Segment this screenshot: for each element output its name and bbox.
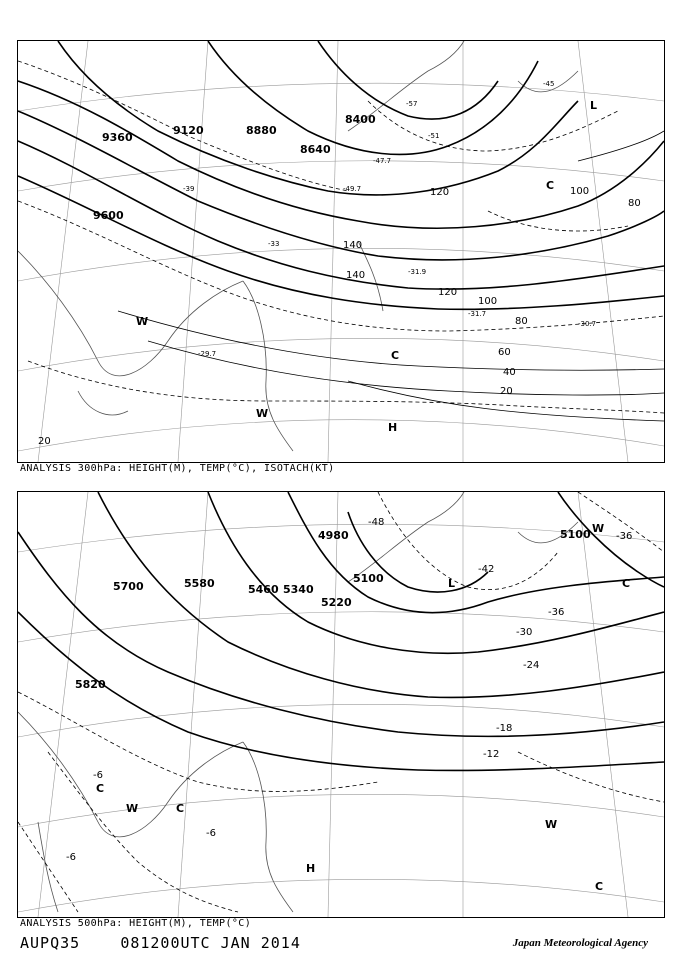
temp-label-5: -39	[183, 185, 195, 193]
temperature-labels	[66, 517, 632, 863]
cold-marker-4: C	[595, 880, 604, 893]
temp-label-3: -47.7	[373, 157, 392, 165]
height-label-5340: 5340	[283, 583, 314, 596]
temp-label-9: -30.7	[578, 320, 597, 328]
temp-label-4: -45	[543, 80, 555, 88]
isotach-label-60: 60	[498, 347, 511, 358]
temp-label-0: -57	[406, 100, 418, 108]
temp-label-2: -49.7	[343, 185, 362, 193]
height-label-8880: 8880	[246, 124, 277, 137]
low-marker: L	[448, 577, 456, 590]
isotherm-contours	[18, 492, 664, 912]
warm-marker: W	[126, 802, 139, 815]
graticule	[18, 492, 664, 917]
height-label-5820: 5820	[75, 678, 106, 691]
cold-marker-2: C	[391, 349, 400, 362]
height-label-4980: 4980	[318, 529, 349, 542]
caption-500hpa: ANALYSIS 500hPa: HEIGHT(M), TEMP(°C)	[20, 918, 252, 929]
height-label-9120: 9120	[173, 124, 204, 137]
isotach-label-140b: 140	[346, 270, 366, 281]
coastline	[18, 41, 578, 451]
isotach-label-80: 80	[515, 316, 528, 327]
chart-code: AUPQ35	[20, 934, 81, 952]
isotach-label-80b: 80	[628, 198, 641, 209]
height-label-9360: 9360	[102, 131, 133, 144]
height-label-9600: 9600	[93, 209, 124, 222]
warm-marker-2: W	[592, 522, 605, 535]
caption-300hpa: ANALYSIS 300hPa: HEIGHT(M), TEMP(°C), ISOTACH(KT)	[20, 463, 335, 474]
height-label-5100: 5100	[353, 572, 384, 585]
pressure-markers	[136, 99, 597, 434]
temp-label-12: -12	[483, 749, 500, 760]
temp-label-48: -48	[368, 517, 385, 528]
height-label-8400: 8400	[345, 113, 376, 126]
temp-label-6c: -6	[66, 852, 76, 863]
map-300hpa-svg	[18, 41, 664, 462]
warm-marker-3: W	[545, 818, 558, 831]
warm-marker: W	[136, 315, 149, 328]
cold-marker-2: C	[96, 782, 105, 795]
temp-label-18: -18	[496, 723, 513, 734]
height-label-5220: 5220	[321, 596, 352, 609]
cold-marker: C	[546, 179, 555, 192]
high-marker: H	[388, 421, 398, 434]
isotach-label-20b: 20	[500, 386, 513, 397]
isotach-label-120: 120	[438, 287, 458, 298]
temp-label-42: -42	[478, 564, 495, 575]
coastline	[18, 492, 578, 912]
isotach-label-100: 100	[478, 296, 498, 307]
temp-label-10: -29.7	[198, 350, 217, 358]
height-label-5460: 5460	[248, 583, 279, 596]
analysis-300hpa-map	[17, 40, 665, 463]
map-500hpa-svg	[18, 492, 664, 917]
height-label-5700: 5700	[113, 580, 144, 593]
graticule	[18, 41, 664, 462]
temp-label-36: -36	[616, 531, 633, 542]
temp-label-6b: -6	[206, 828, 216, 839]
isotach-label-140: 140	[343, 240, 363, 251]
agency-credit: Japan Meteorological Agency	[512, 937, 648, 949]
chart-identifier	[20, 934, 301, 952]
isotach-label-20: 20	[38, 436, 51, 447]
cold-marker-3: C	[176, 802, 185, 815]
height-label-8640: 8640	[300, 143, 331, 156]
temp-label-6: -6	[93, 770, 103, 781]
isotach-label-120b: 120	[430, 187, 450, 198]
temp-label-1: -51	[428, 132, 440, 140]
temp-label-30: -30	[516, 627, 533, 638]
isotach-label-100b: 100	[570, 186, 590, 197]
low-marker: L	[590, 99, 598, 112]
cold-marker: C	[622, 577, 631, 590]
isotach-contours	[118, 131, 664, 421]
warm-marker-2: W	[256, 407, 269, 420]
valid-time: 081200UTC JAN 2014	[120, 934, 301, 952]
temp-label-36b: -36	[548, 607, 565, 618]
high-marker: H	[306, 862, 316, 875]
height-label-5100b: 5100	[560, 528, 591, 541]
height-label-5580: 5580	[184, 577, 215, 590]
temp-label-7: -31.9	[408, 268, 427, 276]
height-labels	[75, 528, 591, 691]
analysis-500hpa-map	[17, 491, 665, 918]
temp-label-24: -24	[523, 660, 540, 671]
height-labels	[93, 113, 376, 222]
temp-label-6: -33	[268, 240, 280, 248]
isotach-label-40: 40	[503, 367, 516, 378]
temp-label-8: -31.7	[468, 310, 487, 318]
